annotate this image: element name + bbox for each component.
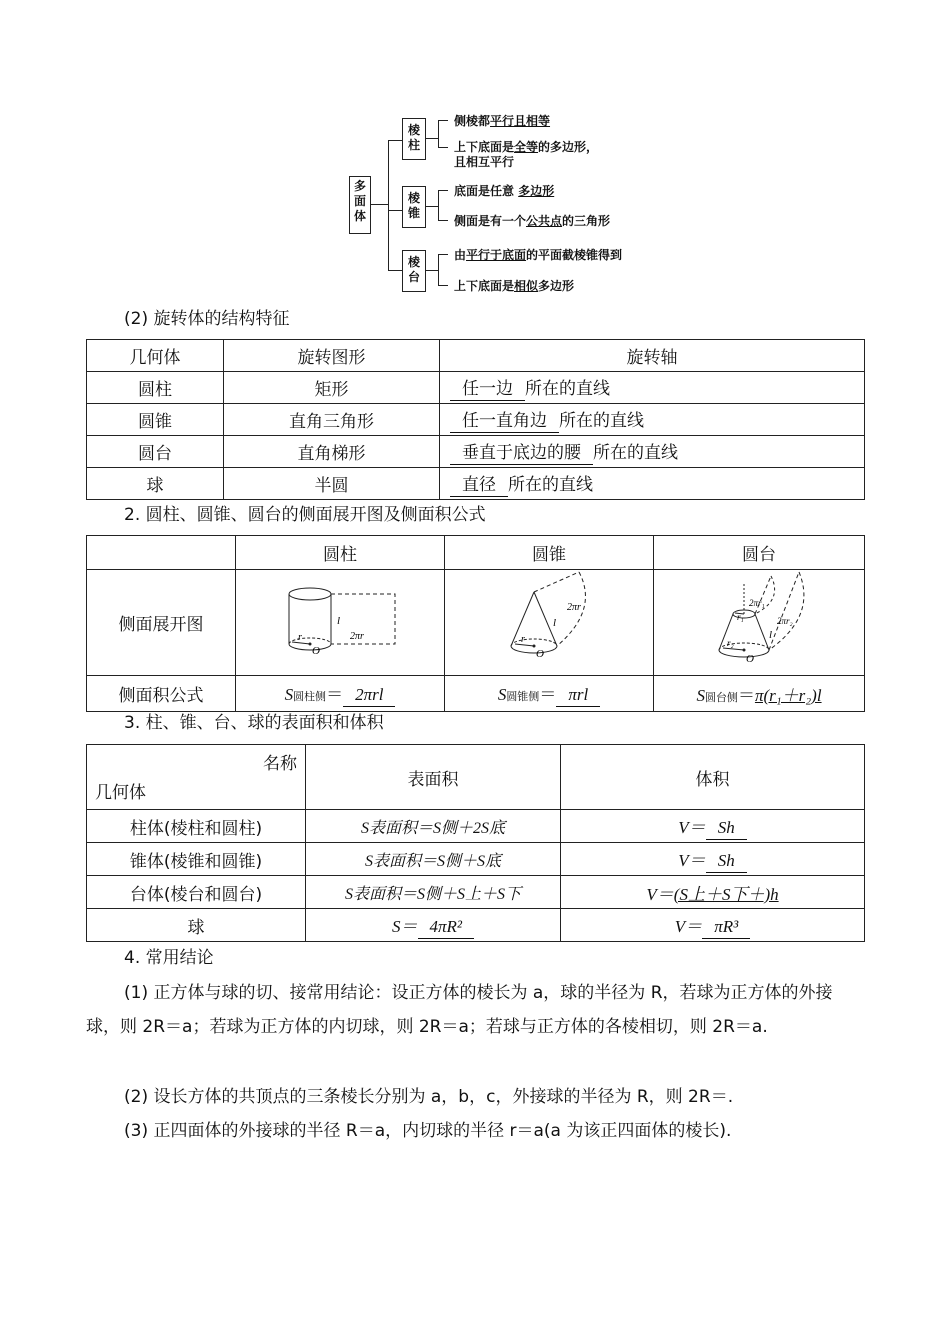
answer-blank: Sh xyxy=(706,817,747,840)
area-pre: S＝ xyxy=(392,916,418,936)
answer-blank: 4πR² xyxy=(418,916,475,939)
table-cell: 台体(棱台和圆台) xyxy=(87,876,306,909)
cylinder-unfold-figure xyxy=(240,572,440,668)
label-r: r xyxy=(298,632,302,643)
cell-text: 所在的直线 xyxy=(508,475,593,495)
formula-sub: 圆锥侧 xyxy=(506,690,540,703)
table-cell: 球 xyxy=(87,909,306,942)
label-l: l xyxy=(553,617,557,629)
label-O: O xyxy=(312,645,320,657)
table-cell: 半圆 xyxy=(224,468,440,500)
header-cell: 几何体 xyxy=(87,340,224,372)
table-cell: 球 xyxy=(87,468,224,500)
answer-blank: 2πrl xyxy=(343,684,395,707)
area-formula: S表面积＝S侧＋S底 xyxy=(306,843,561,876)
table-cell: 矩形 xyxy=(224,372,440,404)
answer-blank: π(r₁＋r₂)l xyxy=(754,686,822,705)
volume-cell xyxy=(561,909,865,942)
formula-S: S xyxy=(497,685,507,704)
label-O: O xyxy=(536,648,544,660)
cell-text: 所在的直线 xyxy=(559,411,644,431)
conclusion-1: (1) 正方体与球的切、接常用结论：设正方体的棱长为 a，球的半径为 R，若球为正方体的外接球，则 2R＝a；若球为正方体的内切球，则 2R＝a；若球与正方体的各棱相切，则 2R＝a. xyxy=(86,983,833,1037)
header-cell xyxy=(87,536,236,570)
formula-eq: ＝ xyxy=(539,685,557,705)
vol-pre: V＝ xyxy=(674,916,703,936)
volume-cell xyxy=(561,876,865,909)
header-cell: 体积 xyxy=(561,745,865,810)
formula-eq: ＝ xyxy=(737,686,755,706)
volume-cell xyxy=(561,843,865,876)
section-rotation-title: (2) 旋转体的结构特征 xyxy=(124,309,290,329)
tree-root xyxy=(349,176,371,234)
leaf-answer: 平行且相等 xyxy=(490,114,551,128)
section3-title: 3. 柱、锥、台、球的表面积和体积 xyxy=(124,713,384,733)
answer-blank: πrl xyxy=(556,684,600,707)
label-l: l xyxy=(769,629,773,641)
leaf-answer: 相似 xyxy=(514,279,539,293)
cone-unfold-figure xyxy=(449,570,649,670)
answer-blank: Sh xyxy=(706,850,747,873)
leaf-text: 的多边形， xyxy=(538,140,599,154)
header-cell: 旋转图形 xyxy=(224,340,440,372)
frustum-unfold-figure xyxy=(659,570,859,670)
leaf-answer: 全等 xyxy=(514,140,539,154)
tree-branch-prism xyxy=(402,118,426,160)
label-r: r xyxy=(521,634,525,645)
table-cell xyxy=(440,404,865,436)
leaf-text: 的平面截棱锥得到 xyxy=(526,248,623,262)
label-2pir1: 2πr₁ xyxy=(749,598,765,608)
leaf-text: 且相互平行 xyxy=(454,155,515,169)
formula-S: S xyxy=(284,685,294,704)
answer-blank: 任一边 xyxy=(450,378,525,401)
label-r2: r₂ xyxy=(727,638,734,648)
row-label: 侧面展开图 xyxy=(87,570,236,676)
table-cell: 直角三角形 xyxy=(224,404,440,436)
formula-sub: 圆柱侧 xyxy=(293,690,327,703)
table-cell: 圆台 xyxy=(87,436,224,468)
leaf-text: 上下底面是 xyxy=(454,279,515,293)
table-cell: 柱体(棱柱和圆柱) xyxy=(87,810,306,843)
area-formula: S表面积＝S侧＋S上＋S下 xyxy=(306,876,561,909)
vol-pre: V＝ xyxy=(678,850,706,870)
label-2pir2: 2πr₂ xyxy=(777,616,793,626)
tree-leaf xyxy=(454,153,514,170)
header-cell: 圆台 xyxy=(654,536,865,570)
label-O: O xyxy=(746,653,754,665)
table-cell: 圆柱 xyxy=(87,372,224,404)
leaf-answer: 多边形 xyxy=(518,184,555,198)
table-cell xyxy=(440,436,865,468)
table-cell: 锥体(棱锥和圆锥) xyxy=(87,843,306,876)
section2-title: 2. 圆柱、圆锥、圆台的侧面展开图及侧面积公式 xyxy=(124,505,486,525)
table-cell: 直角梯形 xyxy=(224,436,440,468)
header-cell: 圆柱 xyxy=(236,536,445,570)
leaf-text: 的三角形 xyxy=(562,214,611,228)
label-r1: r₁ xyxy=(737,612,744,622)
answer-blank: 直径 xyxy=(450,474,508,497)
polyhedron-tree xyxy=(340,100,660,300)
tree-leaf xyxy=(454,277,574,294)
tree-branch-pyramid xyxy=(402,186,426,228)
leaf-text: 侧面是有一个 xyxy=(454,214,527,228)
frustum-figure-cell xyxy=(654,570,865,676)
vol-pre: V＝ xyxy=(646,884,674,904)
corner-top: 名称 xyxy=(263,754,297,774)
area-volume-table xyxy=(86,744,865,942)
volume-cell xyxy=(561,810,865,843)
formula-S: S xyxy=(696,686,705,705)
header-cell: 旋转轴 xyxy=(440,340,865,372)
tree-branch-frustum xyxy=(402,250,426,292)
vol-pre: V＝ xyxy=(678,817,706,837)
tree-branch-label: 棱台 xyxy=(407,255,420,284)
rotation-table xyxy=(86,339,865,500)
answer-blank: (S上＋S下＋)h xyxy=(673,884,779,904)
leaf-text: 底面是任意 xyxy=(454,184,519,198)
tree-branch-label: 棱锥 xyxy=(407,191,420,220)
conclusion-2: (2) 设长方体的共顶点的三条棱长分别为 a，b，c，外接球的半径为 R，则 2R＝. xyxy=(124,1087,734,1107)
header-cell: 圆锥 xyxy=(445,536,654,570)
leaf-answer: 平行于底面 xyxy=(466,248,527,262)
cell-text: 所在的直线 xyxy=(593,443,678,463)
leaf-text: 由 xyxy=(454,248,467,262)
conclusion-3: (3) 正四面体的外接球的半径 R＝a，内切球的半径 r＝a(a 为该正四面体的棱长). xyxy=(124,1121,732,1141)
tree-root-label: 多面体 xyxy=(353,179,366,223)
corner-bottom: 几何体 xyxy=(95,783,146,803)
label-2pir: 2πr xyxy=(350,631,364,642)
corner-cell xyxy=(87,745,306,810)
label-l: l xyxy=(337,615,341,627)
tree-leaf xyxy=(454,112,550,129)
table-cell xyxy=(440,468,865,500)
leaf-text: 上下底面是 xyxy=(454,140,515,154)
label-2pir: 2πr xyxy=(567,602,581,613)
area-formula: S表面积＝S侧＋2S底 xyxy=(306,810,561,843)
leaf-text: 多边形 xyxy=(538,279,575,293)
unfold-table xyxy=(86,535,865,712)
tree-leaf xyxy=(454,182,554,199)
table-cell: 圆锥 xyxy=(87,404,224,436)
area-formula-cell xyxy=(306,909,561,942)
leaf-text: 侧棱都 xyxy=(454,114,491,128)
leaf-answer: 公共点 xyxy=(526,214,563,228)
cone-figure-cell xyxy=(445,570,654,676)
row-label: 侧面积公式 xyxy=(87,676,236,712)
formula-eq: ＝ xyxy=(326,685,344,705)
answer-blank: 垂直于底边的腰 xyxy=(450,442,593,465)
cell-text: 所在的直线 xyxy=(525,379,610,399)
header-cell: 表面积 xyxy=(306,745,561,810)
tree-leaf xyxy=(454,246,622,263)
tree-leaf xyxy=(454,212,610,229)
table-cell xyxy=(440,372,865,404)
cylinder-figure-cell xyxy=(236,570,445,676)
answer-blank: πR³ xyxy=(702,916,750,939)
formula-sub: 圆台侧 xyxy=(704,691,738,704)
tree-branch-label: 棱柱 xyxy=(407,123,420,152)
section4-title: 4. 常用结论 xyxy=(124,948,214,968)
answer-blank: 任一直角边 xyxy=(450,410,559,433)
